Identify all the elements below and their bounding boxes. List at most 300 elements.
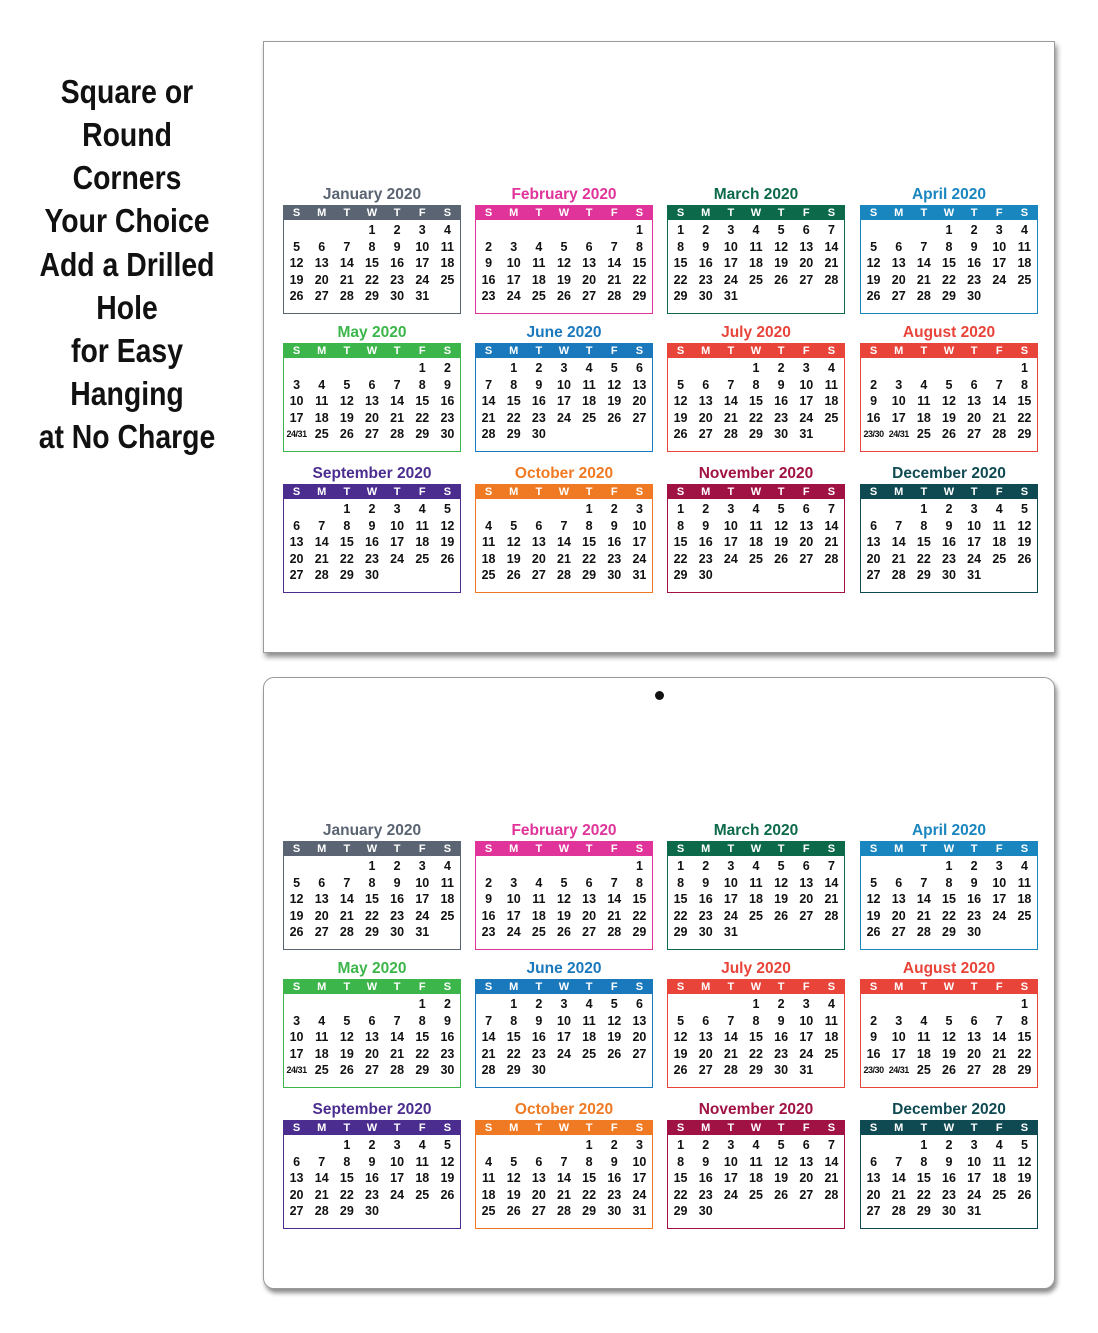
day-cell: 7 xyxy=(393,377,401,392)
day-cell: 28 xyxy=(314,1204,329,1218)
day-cell: 20 xyxy=(799,535,814,549)
day-cell: 6 xyxy=(318,875,326,890)
day-cell: 2 xyxy=(443,997,451,1011)
days-grid xyxy=(284,358,460,443)
weekday-header xyxy=(476,980,652,994)
weekday-label: W xyxy=(943,345,955,357)
day-cell: 7 xyxy=(393,1013,401,1028)
day-cell: 23 xyxy=(365,1187,379,1202)
day-cell: 21 xyxy=(314,551,329,566)
day-cell: 13 xyxy=(289,1171,304,1185)
caption-line: at No Charge xyxy=(38,418,216,455)
day-cell: 8 xyxy=(677,875,685,890)
day-cell: 18 xyxy=(824,1030,839,1044)
day-cell: 16 xyxy=(774,1030,789,1044)
weekday-label: F xyxy=(418,1122,426,1134)
day-cell: 3 xyxy=(727,859,735,873)
weekday-header xyxy=(861,1121,1037,1135)
day-cell: 27 xyxy=(967,427,982,441)
day-cell: 22 xyxy=(673,908,688,923)
day-cell: 18 xyxy=(749,1171,763,1185)
caption-line: Add a Drilled Hole xyxy=(39,246,215,326)
day-cell: 16 xyxy=(440,1030,455,1044)
day-cell: 13 xyxy=(866,1171,881,1185)
weekday-label: W xyxy=(558,981,570,993)
day-cell: 11 xyxy=(749,239,763,254)
month-grid xyxy=(475,841,653,950)
weekday-label: M xyxy=(509,843,519,855)
day-cell: 20 xyxy=(582,272,597,287)
day-cell: 2 xyxy=(702,502,710,516)
day-cell: 23 xyxy=(481,925,496,939)
weekday-header xyxy=(284,206,460,220)
day-cell: 3 xyxy=(635,502,643,516)
day-cell: 22 xyxy=(673,1187,688,1202)
weekday-label: T xyxy=(343,345,351,357)
day-cell: 17 xyxy=(632,535,647,549)
weekday-label: F xyxy=(995,1122,1003,1134)
day-cell: 28 xyxy=(916,925,931,939)
day-cell: 25 xyxy=(440,272,455,287)
day-cell xyxy=(911,996,936,1013)
day-cell: 17 xyxy=(632,1171,647,1185)
day-cell: 31 xyxy=(415,289,430,303)
day-cell: 21 xyxy=(557,1187,571,1202)
day-cell: 6 xyxy=(585,239,593,254)
day-cell: 19 xyxy=(440,1171,455,1185)
day-cell: 17 xyxy=(799,394,814,408)
day-cell: 6 xyxy=(293,518,301,533)
day-cell: 18 xyxy=(916,410,931,425)
day-cell: 29 xyxy=(632,925,647,939)
day-cell: 25 xyxy=(582,410,597,425)
day-cell: 12 xyxy=(339,1030,354,1044)
day-cell: 14 xyxy=(481,1030,496,1044)
month-october xyxy=(475,464,653,593)
day-cell: 11 xyxy=(917,1030,931,1044)
weekday-label: F xyxy=(802,981,810,993)
weekday-label: S xyxy=(869,981,878,993)
day-cell: 10 xyxy=(799,1013,814,1028)
weekday-label: S xyxy=(676,1122,685,1134)
month-grid xyxy=(283,979,461,1088)
day-cell: 17 xyxy=(967,1171,982,1185)
day-cell: 22 xyxy=(942,908,956,923)
weekday-label: F xyxy=(995,207,1003,219)
day-cell: 24 xyxy=(723,551,738,566)
day-cell xyxy=(309,360,334,377)
day-cell: 13 xyxy=(891,256,906,270)
day-cell: 26 xyxy=(774,908,789,923)
day-cell: 23 xyxy=(531,410,546,425)
day-cell: 7 xyxy=(727,1013,735,1028)
day-cell xyxy=(476,501,501,518)
day-cell: 13 xyxy=(967,394,982,408)
day-cell: 4 xyxy=(1020,223,1028,237)
day-cell: 1 xyxy=(635,859,643,873)
day-cell: 15 xyxy=(673,256,688,270)
weekday-label: T xyxy=(585,345,593,357)
day-cell: 28 xyxy=(557,568,571,582)
day-cell: 3 xyxy=(635,1138,643,1152)
day-cell: 26 xyxy=(339,1063,354,1077)
day-cell: 13 xyxy=(582,892,597,906)
day-cell: 29 xyxy=(942,289,956,303)
day-cell: 25 xyxy=(314,1063,329,1077)
day-cell: 23 xyxy=(967,272,982,287)
day-cell: 29 xyxy=(673,925,688,939)
days-grid xyxy=(668,499,844,584)
day-cell xyxy=(987,996,1012,1013)
weekday-label: F xyxy=(802,486,810,498)
day-cell: 8 xyxy=(920,518,928,533)
day-cell: 30 xyxy=(365,568,379,582)
day-cell: 29 xyxy=(942,925,956,939)
day-cell xyxy=(886,360,911,377)
day-cell: 19 xyxy=(866,272,881,287)
month-title: February 2020 xyxy=(511,822,617,839)
day-cell: 28 xyxy=(314,568,329,582)
day-cell: 3 xyxy=(418,223,426,237)
day-cell: 9 xyxy=(368,518,376,533)
day-cell xyxy=(284,360,309,377)
day-cell xyxy=(526,858,551,875)
day-cell: 28 xyxy=(824,908,839,923)
day-cell: 24 xyxy=(723,1187,738,1202)
day-cell: 19 xyxy=(506,1187,521,1202)
day-cell: 7 xyxy=(560,1154,568,1169)
day-cell: 2 xyxy=(777,361,785,375)
day-cell: 5 xyxy=(945,377,953,392)
day-cell: 5 xyxy=(777,223,785,237)
day-cell: 30 xyxy=(365,1204,379,1218)
day-cell: 7 xyxy=(827,859,835,873)
day-cell: 24 xyxy=(632,1187,647,1202)
day-cell: 25 xyxy=(916,427,931,441)
weekday-label: T xyxy=(970,1122,978,1134)
day-cell: 31 xyxy=(967,1204,982,1218)
month-july xyxy=(667,323,845,452)
day-cell xyxy=(962,996,987,1013)
weekday-label: T xyxy=(393,486,401,498)
day-cell: 23 xyxy=(967,908,982,923)
day-cell: 5 xyxy=(777,859,785,873)
day-cell: 23 xyxy=(365,551,379,566)
day-cell: 15 xyxy=(942,892,956,906)
day-cell: 13 xyxy=(365,1030,379,1044)
day-cell: 28 xyxy=(607,289,622,303)
weekday-label: T xyxy=(535,1122,543,1134)
day-cell: 10 xyxy=(289,394,304,408)
day-cell: 27 xyxy=(531,1204,546,1218)
month-january xyxy=(283,185,461,314)
day-cell: 22 xyxy=(942,272,956,287)
day-cell: 18 xyxy=(481,551,496,566)
days-grid xyxy=(668,856,844,941)
day-cell: 16 xyxy=(365,535,379,549)
day-cell: 24 xyxy=(723,908,738,923)
day-cell: 12 xyxy=(774,1154,789,1169)
month-grid xyxy=(667,1120,845,1229)
day-cell: 16 xyxy=(607,1171,622,1185)
month-title: August 2020 xyxy=(902,960,996,977)
day-cell: 25 xyxy=(481,1204,496,1218)
day-cell: 8 xyxy=(945,239,953,254)
days-grid xyxy=(284,220,460,305)
day-cell: 27 xyxy=(799,551,814,566)
month-june xyxy=(475,323,653,452)
day-cell: 26 xyxy=(942,427,956,441)
day-cell: 26 xyxy=(866,925,881,939)
day-cell: 27 xyxy=(866,1204,881,1218)
day-cell: 5 xyxy=(945,1013,953,1028)
weekday-label: F xyxy=(610,207,618,219)
day-cell: 17 xyxy=(557,394,571,408)
day-cell: 18 xyxy=(314,1046,329,1061)
weekday-label: T xyxy=(920,207,928,219)
day-cell: 6 xyxy=(802,223,810,237)
day-cell: 28 xyxy=(481,1063,496,1077)
day-cell: 31 xyxy=(632,568,647,582)
day-cell: 13 xyxy=(866,535,881,549)
day-cell: 21 xyxy=(607,272,622,287)
days-grid xyxy=(668,1135,844,1220)
month-title: August 2020 xyxy=(902,324,996,341)
day-cell: 13 xyxy=(314,256,329,270)
weekday-label: T xyxy=(727,1122,735,1134)
weekday-label: F xyxy=(802,207,810,219)
day-cell: 19 xyxy=(289,272,304,287)
weekday-label: S xyxy=(443,345,452,357)
month-april xyxy=(860,185,1038,314)
day-cell: 21 xyxy=(390,1046,405,1061)
day-cell: 8 xyxy=(920,1154,928,1169)
day-cell xyxy=(886,1137,911,1154)
day-cell: 12 xyxy=(506,1171,521,1185)
days-grid xyxy=(284,499,460,584)
day-cell: 27 xyxy=(698,427,713,441)
day-cell: 25 xyxy=(415,1187,430,1202)
day-cell: 18 xyxy=(992,1171,1007,1185)
month-grid xyxy=(475,484,653,593)
day-cell: 15 xyxy=(749,394,763,408)
month-january xyxy=(283,821,461,950)
day-cell: 6 xyxy=(535,518,543,533)
weekday-header xyxy=(284,485,460,499)
day-cell: 28 xyxy=(723,1063,738,1077)
month-title: May 2020 xyxy=(337,960,407,977)
day-cell: 16 xyxy=(698,256,713,270)
day-cell: 4 xyxy=(827,361,835,375)
weekday-label: S xyxy=(1020,1122,1029,1134)
day-cell: 22 xyxy=(365,272,379,287)
weekday-label: F xyxy=(995,981,1003,993)
day-cell: 8 xyxy=(510,377,518,392)
month-title: April 2020 xyxy=(911,822,987,839)
day-cell xyxy=(577,222,602,239)
weekday-label: S xyxy=(1020,981,1029,993)
day-cell: 24 xyxy=(557,410,571,425)
day-cell: 23/30 xyxy=(863,1065,884,1075)
day-cell: 14 xyxy=(723,394,738,408)
day-cell: 6 xyxy=(970,1013,978,1028)
day-cell: 1 xyxy=(945,859,953,873)
day-cell: 24/31 xyxy=(888,1065,909,1075)
day-cell: 27 xyxy=(582,925,597,939)
weekday-label: T xyxy=(727,981,735,993)
day-cell: 28 xyxy=(607,925,622,939)
day-cell: 30 xyxy=(440,1063,455,1077)
day-cell: 21 xyxy=(557,551,571,566)
month-title: September 2020 xyxy=(312,1101,432,1118)
day-cell: 5 xyxy=(343,1013,351,1028)
day-cell: 19 xyxy=(339,410,354,425)
weekday-label: W xyxy=(750,843,762,855)
month-grid xyxy=(667,979,845,1088)
day-cell: 28 xyxy=(992,427,1007,441)
day-cell: 16 xyxy=(365,1171,379,1185)
month-grid xyxy=(860,1120,1038,1229)
month-title: November 2020 xyxy=(698,465,814,482)
weekday-label: S xyxy=(676,981,685,993)
weekday-label: S xyxy=(443,207,452,219)
day-cell: 21 xyxy=(607,908,622,923)
day-cell: 7 xyxy=(920,239,928,254)
weekday-label: M xyxy=(317,1122,327,1134)
day-cell: 6 xyxy=(368,1013,376,1028)
day-cell: 6 xyxy=(318,239,326,254)
day-cell: 5 xyxy=(510,518,518,533)
day-cell: 29 xyxy=(506,1063,521,1077)
day-cell: 4 xyxy=(752,1138,760,1152)
day-cell: 16 xyxy=(481,908,496,923)
weekday-header xyxy=(284,1121,460,1135)
month-grid xyxy=(667,841,845,950)
weekday-label: S xyxy=(484,981,493,993)
day-cell: 15 xyxy=(506,1030,521,1044)
day-cell: 23 xyxy=(390,908,405,923)
day-cell: 17 xyxy=(289,1046,304,1061)
weekday-label: T xyxy=(343,486,351,498)
day-cell: 14 xyxy=(339,892,354,906)
day-cell: 17 xyxy=(723,892,738,906)
day-cell: 25 xyxy=(916,1063,931,1077)
day-cell: 31 xyxy=(799,1063,814,1077)
day-cell: 4 xyxy=(485,1154,493,1169)
weekday-label: F xyxy=(995,486,1003,498)
weekday-label: T xyxy=(393,345,401,357)
month-october xyxy=(475,1100,653,1229)
day-cell: 21 xyxy=(481,1046,496,1061)
day-cell: 24/31 xyxy=(888,429,909,439)
month-grid xyxy=(667,205,845,314)
month-november xyxy=(667,1100,845,1229)
weekday-label: T xyxy=(920,345,928,357)
day-cell: 11 xyxy=(824,377,839,392)
days-grid xyxy=(476,856,652,941)
day-cell: 26 xyxy=(440,1187,455,1202)
day-cell: 20 xyxy=(698,1046,713,1061)
day-cell: 17 xyxy=(415,256,430,270)
day-cell: 10 xyxy=(891,394,906,408)
day-cell: 11 xyxy=(415,1154,429,1169)
day-cell: 20 xyxy=(314,272,329,287)
weekday-label: F xyxy=(610,981,618,993)
weekday-label: W xyxy=(943,843,955,855)
day-cell xyxy=(284,1137,309,1154)
day-cell: 14 xyxy=(824,875,839,890)
day-cell: 18 xyxy=(992,535,1007,549)
day-cell: 11 xyxy=(824,1013,839,1028)
month-may xyxy=(283,323,461,452)
weekday-label: S xyxy=(827,843,836,855)
day-cell: 30 xyxy=(942,568,956,582)
day-cell: 17 xyxy=(799,1030,814,1044)
day-cell xyxy=(476,360,501,377)
day-cell: 21 xyxy=(916,908,931,923)
day-cell: 21 xyxy=(891,551,906,566)
day-cell: 25 xyxy=(749,1187,763,1202)
weekday-label: F xyxy=(418,207,426,219)
weekday-label: S xyxy=(443,1122,452,1134)
day-cell xyxy=(501,858,526,875)
day-cell: 21 xyxy=(916,272,931,287)
day-cell: 22 xyxy=(632,272,647,287)
weekday-label: S xyxy=(635,207,644,219)
weekday-label: S xyxy=(869,207,878,219)
day-cell: 11 xyxy=(749,875,763,890)
weekday-label: F xyxy=(418,345,426,357)
day-cell: 1 xyxy=(343,1138,351,1152)
day-cell: 22 xyxy=(1017,1046,1032,1061)
day-cell xyxy=(693,996,718,1013)
day-cell xyxy=(668,360,693,377)
weekday-label: S xyxy=(484,345,493,357)
day-cell: 16 xyxy=(531,394,546,408)
weekday-label: S xyxy=(869,486,878,498)
day-cell: 26 xyxy=(774,272,789,287)
weekday-label: T xyxy=(343,207,351,219)
weekday-label: S xyxy=(827,486,836,498)
day-cell: 1 xyxy=(343,502,351,516)
weekday-label: T xyxy=(343,1122,351,1134)
day-cell: 16 xyxy=(698,535,713,549)
day-cell: 8 xyxy=(343,1154,351,1169)
day-cell: 19 xyxy=(339,1046,354,1061)
day-cell: 17 xyxy=(506,908,521,923)
day-cell xyxy=(309,501,334,518)
day-cell: 2 xyxy=(610,1138,618,1152)
day-cell xyxy=(476,222,501,239)
day-cell: 19 xyxy=(289,908,304,923)
weekday-label: S xyxy=(484,207,493,219)
day-cell: 18 xyxy=(749,892,763,906)
day-cell: 3 xyxy=(727,502,735,516)
day-cell: 9 xyxy=(393,239,401,254)
weekday-label: S xyxy=(292,981,301,993)
day-cell: 15 xyxy=(1017,1030,1032,1044)
weekday-label: T xyxy=(727,486,735,498)
weekday-header xyxy=(861,980,1037,994)
month-november xyxy=(667,464,845,593)
day-cell xyxy=(309,1137,334,1154)
day-cell: 23 xyxy=(440,1046,455,1061)
day-cell: 4 xyxy=(318,1013,326,1028)
day-cell: 8 xyxy=(752,377,760,392)
day-cell: 26 xyxy=(506,1204,521,1218)
weekday-label: S xyxy=(635,345,644,357)
day-cell xyxy=(309,858,334,875)
